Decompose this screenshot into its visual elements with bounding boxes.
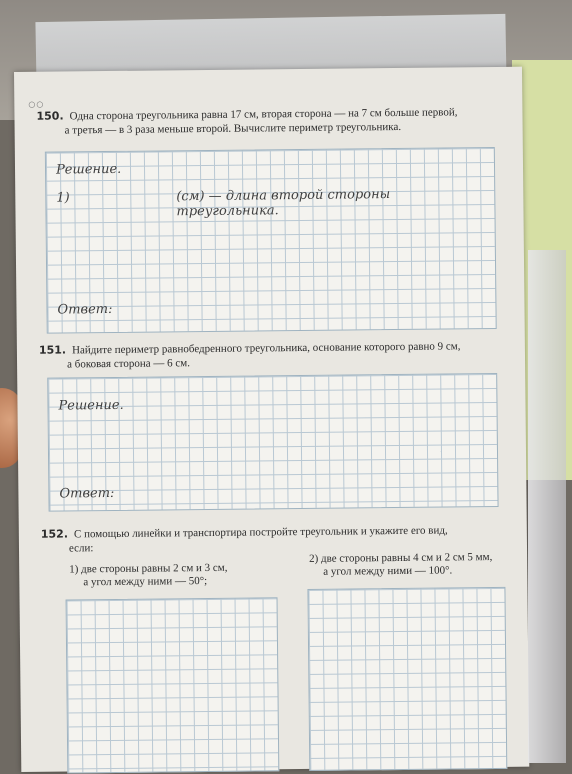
task-152-part2 [309,551,492,579]
task-number: 151. [38,343,67,357]
task-text-line2: а третья — в 3 раза меньше второй. Вычислите периметр треугольника. [64,120,402,137]
answer-label: Ответ: [59,485,115,502]
drawing-grid-2[interactable] [307,587,507,771]
task-text-line2: а боковая сторона — 6 см. [67,357,191,371]
task-152-part1 [69,562,228,590]
drawing-grid-1[interactable] [66,597,280,773]
answer-label: Ответ: [57,301,113,318]
page-marker: ○○ [28,99,45,109]
solution-label: Решение. [58,397,124,414]
part2-line1: 2) две стороны равны 4 см и 2 см 5 мм, [309,551,493,565]
solution-grid-151[interactable] [47,373,498,512]
task-150 [36,105,508,138]
task-number: 150. [36,109,64,123]
plastic-sleeve-edge [528,250,566,763]
task-text-line2: если: [68,542,94,555]
task-number: 152. [40,527,69,541]
step-text: (см) — длина второй стороны треугольника. [176,187,391,220]
task-text-line1: С помощью линейки и транспортира постройте треугольник и укажите его вид, [73,524,448,541]
task-text-line1: Найдите периметр равнобедренного треугольника, основание которого равно 9 см, [71,340,461,357]
part1-line2: а угол между ними — 50°; [83,575,208,589]
task-151 [39,339,511,372]
part2-line2: а угол между ними — 100°. [323,564,453,578]
part1-line1: 1) две стороны равны 2 см и 3 см, [69,561,228,576]
task-text-line1: Одна сторона треугольника равна 17 см, вторая сторона — на 7 см больше первой, [69,106,458,123]
workbook-page [14,67,529,772]
solution-grid-150[interactable] [45,147,497,334]
step-number: 1) [56,190,70,206]
solution-label: Решение. [55,161,122,178]
